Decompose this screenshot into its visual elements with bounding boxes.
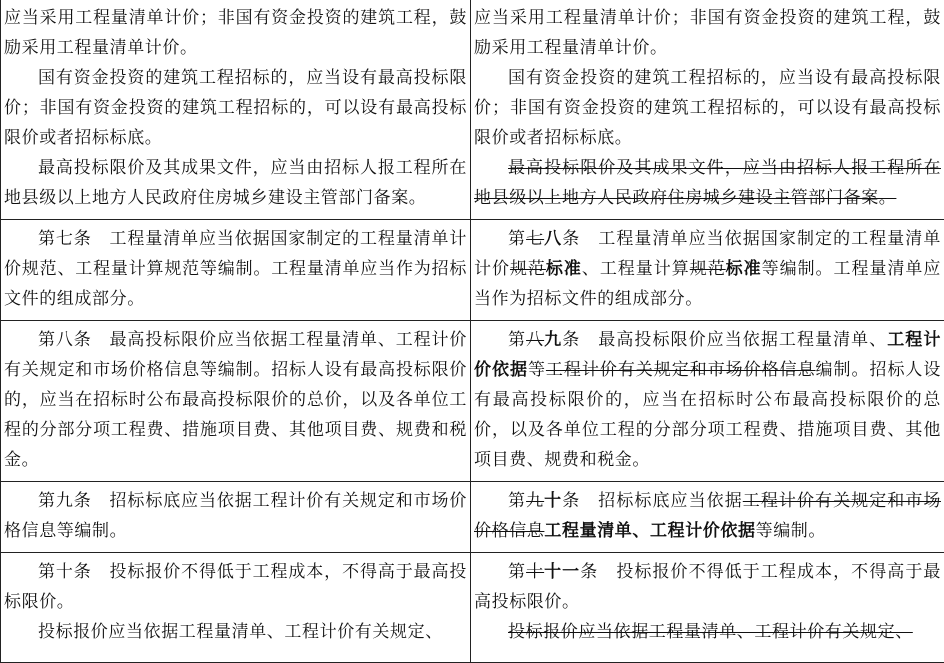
paragraph	[4, 63, 467, 153]
text-segment: 应当采用工程量清单计价；非国有资金投资的建筑工程，鼓励采用工程量清单计价。	[4, 8, 467, 58]
text-segment: 最高投标限价及其成果文件，应当由招标人报工程所在地县级以上地方人民政府住房城乡建设主管部门备案。	[4, 158, 467, 208]
table-row	[1, 220, 944, 321]
text-segment: 第八条 最高投标限价应当依据工程量清单、工程计价有关规定和市场价格信息等编制。招标人设有最高投标限价的，应当在招标时公布最高投标限价的总价，以及各单位工程的分部分项工程费、措施项目费、其他项目费、规费和税金。	[4, 330, 467, 470]
deleted-text: 十	[526, 562, 544, 582]
original-text-cell	[1, 321, 471, 482]
table-row	[1, 0, 944, 220]
paragraph	[4, 486, 467, 546]
revised-text-cell	[471, 0, 944, 220]
deleted-text: 规范	[690, 259, 726, 279]
table-row	[1, 321, 944, 482]
deleted-text: 工程计价有关规定和市场价格信息	[546, 360, 816, 380]
paragraph	[474, 325, 941, 475]
text-segment: 编制。招标人设有最高投标限价的，应当在招标时公布最高投标限价的总价，以及各单位工程的分部分项工程费、措施项目费、其他项目费、规费和税金。	[474, 360, 941, 470]
inserted-text: 工程量清单、工程计价依据	[544, 521, 755, 541]
comparison-table-body	[1, 0, 944, 663]
paragraph	[474, 486, 941, 546]
text-segment: 第	[508, 229, 526, 249]
text-segment: 条 投标报价不得低于工程成本，不得高于最高投标限价。	[474, 562, 941, 612]
paragraph	[4, 617, 467, 647]
text-segment: 等编制。工程量清单应当作为招标文件的组成部分。	[474, 259, 941, 309]
inserted-text: 九	[544, 330, 562, 350]
deleted-text: 投标报价应当依据工程量清单、工程计价有关规定、	[508, 622, 913, 642]
inserted-text: 标准	[726, 259, 762, 279]
text-segment: 第	[508, 330, 526, 350]
inserted-text: 十一	[544, 562, 580, 582]
text-segment: 条 招标标底应当依据	[562, 491, 743, 511]
table-row	[1, 553, 944, 663]
text-segment: 等编制。	[756, 521, 826, 541]
text-segment: 国有资金投资的建筑工程招标的，应当设有最高投标限价；非国有资金投资的建筑工程招标的，可以设有最高投标限价或者招标标底。	[474, 68, 941, 148]
text-segment: 第九条 招标标底应当依据工程计价有关规定和市场价格信息等编制。	[4, 491, 467, 541]
table-row	[1, 482, 944, 553]
paragraph	[4, 153, 467, 213]
paragraph	[4, 224, 467, 314]
paragraph	[4, 3, 467, 63]
original-text-cell	[1, 0, 471, 220]
text-segment: 投标报价应当依据工程量清单、工程计价有关规定、	[38, 622, 443, 642]
text-segment: 第七条 工程量清单应当依据国家制定的工程量清单计价规范、工程量计算规范等编制。工程量清单应当作为招标文件的组成部分。	[4, 229, 467, 309]
paragraph	[474, 3, 941, 63]
paragraph	[474, 63, 941, 153]
revised-text-cell	[471, 482, 944, 553]
deleted-text: 最高投标限价及其成果文件，应当由招标人报工程所在地县级以上地方人民政府住房城乡建设主管部门备案。	[474, 158, 941, 208]
paragraph	[474, 557, 941, 617]
paragraph	[4, 557, 467, 617]
text-segment: 等	[528, 360, 546, 380]
text-segment: 、工程量计算	[582, 259, 690, 279]
deleted-text: 工程计价有关规定和市场价格信息	[474, 491, 941, 541]
deleted-text: 规范	[510, 259, 546, 279]
deleted-text: 八	[526, 330, 544, 350]
paragraph	[474, 224, 941, 314]
deleted-text: 九	[526, 491, 544, 511]
original-text-cell	[1, 482, 471, 553]
text-segment: 条 最高投标限价应当依据工程量清单、	[562, 330, 887, 350]
original-text-cell	[1, 553, 471, 663]
inserted-text: 工程计价依据	[474, 330, 941, 380]
text-segment: 应当采用工程量清单计价；非国有资金投资的建筑工程，鼓励采用工程量清单计价。	[474, 8, 941, 58]
text-segment: 第	[508, 562, 526, 582]
paragraph	[474, 153, 941, 213]
inserted-text: 十	[544, 491, 562, 511]
original-text-cell	[1, 220, 471, 321]
revised-text-cell	[471, 553, 944, 663]
paragraph	[474, 617, 941, 647]
inserted-text: 标准	[546, 259, 582, 279]
text-segment: 第十条 投标报价不得低于工程成本，不得高于最高投标限价。	[4, 562, 467, 612]
paragraph	[4, 325, 467, 475]
text-segment: 第	[508, 491, 526, 511]
inserted-text: 八	[544, 229, 562, 249]
text-segment: 国有资金投资的建筑工程招标的，应当设有最高投标限价；非国有资金投资的建筑工程招标的，可以设有最高投标限价或者招标标底。	[4, 68, 467, 148]
deleted-text: 七	[526, 229, 544, 249]
revised-text-cell	[471, 220, 944, 321]
revised-text-cell	[471, 321, 944, 482]
text-segment: 条 工程量清单应当依据国家制定的工程量清单计价	[474, 229, 941, 279]
